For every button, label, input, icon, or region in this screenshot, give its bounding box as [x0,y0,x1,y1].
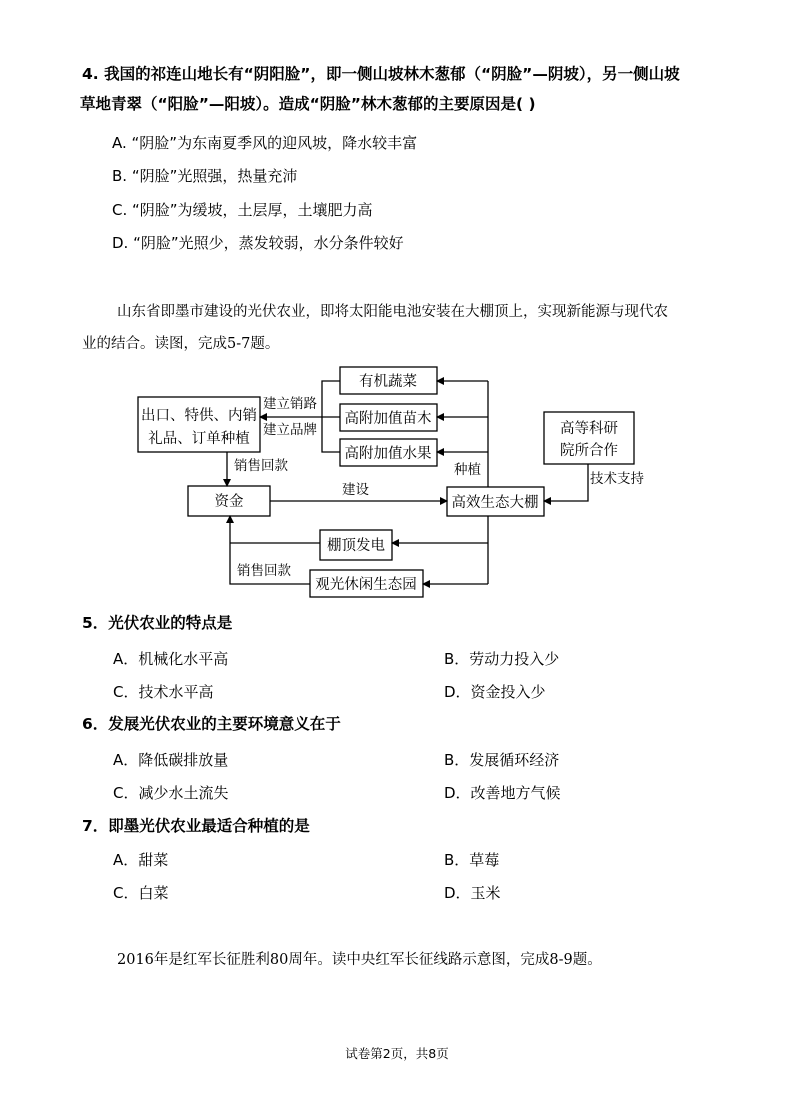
label-brand: 建立品牌 [263,422,317,438]
question-4-option-d: D. “阴脸”光照少，蒸发较弱，水分条件较好 [112,234,404,252]
question-6-option-c: C．减少水土流失 [113,784,229,802]
question-6-option-b: B．发展循环经济 [444,751,560,769]
box-greenhouse-label: 高效生态大棚 [451,495,539,511]
box-roof-power-label: 棚顶发电 [327,538,385,554]
question-7-option-d: D．玉米 [444,884,501,902]
intro-5-7-line-2: 业的结合。读图，完成5-7题。 [82,336,280,352]
box-capital-label: 资金 [214,494,244,510]
question-7-option-c: C．白菜 [113,884,169,902]
question-7-option-a: A．甜菜 [113,851,169,869]
question-4-stem-line-2: 草地青翠（“阳脸”—阳坡）。造成“阴脸”林木葱郁的主要原因是( ) [80,95,536,113]
question-4-option-c: C. “阴脸”为缓坡，土层厚，土壤肥力高 [112,201,373,219]
question-7-option-b: B．草莓 [444,851,500,869]
label-plant: 种植 [454,462,481,478]
question-5-option-d: D．资金投入少 [444,683,546,701]
box-research-line-1: 高等科研 [560,421,618,437]
intro-5-7-line-1: 山东省即墨市建设的光伏农业，即将太阳能电池安装在大棚顶上，实现新能源与现代农 [117,304,668,320]
label-sales-channel: 建立销路 [263,396,317,412]
question-4-option-b: B. “阴脸”光照强，热量充沛 [112,167,298,185]
question-5-option-c: C．技术水平高 [113,683,214,701]
label-tech-support: 技术支持 [590,471,644,487]
label-sales-return-1: 销售回款 [234,458,288,474]
box-organic-vegetables-label: 有机蔬菜 [359,374,417,390]
question-7-stem: 7．即墨光伏农业最适合种植的是 [82,817,310,835]
question-6-stem: 6．发展光伏农业的主要环境意义在于 [82,715,341,733]
box-high-value-seedlings-label: 高附加值苗木 [344,411,432,427]
question-4-stem-line-1: 4. 我国的祁连山地长有“阴阳脸”，即一侧山坡林木葱郁（“阴脸”—阴坡），另一侧山坡 [82,65,680,83]
question-6-option-a: A．降低碳排放量 [113,751,229,769]
label-build: 建设 [342,482,369,498]
question-4-option-a: A. “阴脸”为东南夏季风的迎风坡，降水较丰富 [112,134,418,152]
box-research-line-2: 院所合作 [560,443,618,459]
question-6-option-d: D．改善地方气候 [444,784,561,802]
box-eco-park-label: 观光休闲生态园 [315,577,417,593]
question-5-stem: 5．光伏农业的特点是 [82,614,233,632]
question-5-option-a: A．机械化水平高 [113,650,229,668]
question-5-option-b: B．劳动力投入少 [444,650,560,668]
intro-8-9: 2016年是红军长征胜利80周年。读中央红军长征线路示意图，完成8-9题。 [117,952,602,968]
box-export-line-2: 礼品、订单种植 [148,431,250,447]
label-sales-return-2: 销售回款 [237,563,291,579]
box-export-line-1: 出口、特供、内销 [141,408,257,424]
box-high-value-fruit-label: 高附加值水果 [344,446,432,462]
page-footer: 试卷第2页，共8页 [345,1046,449,1061]
